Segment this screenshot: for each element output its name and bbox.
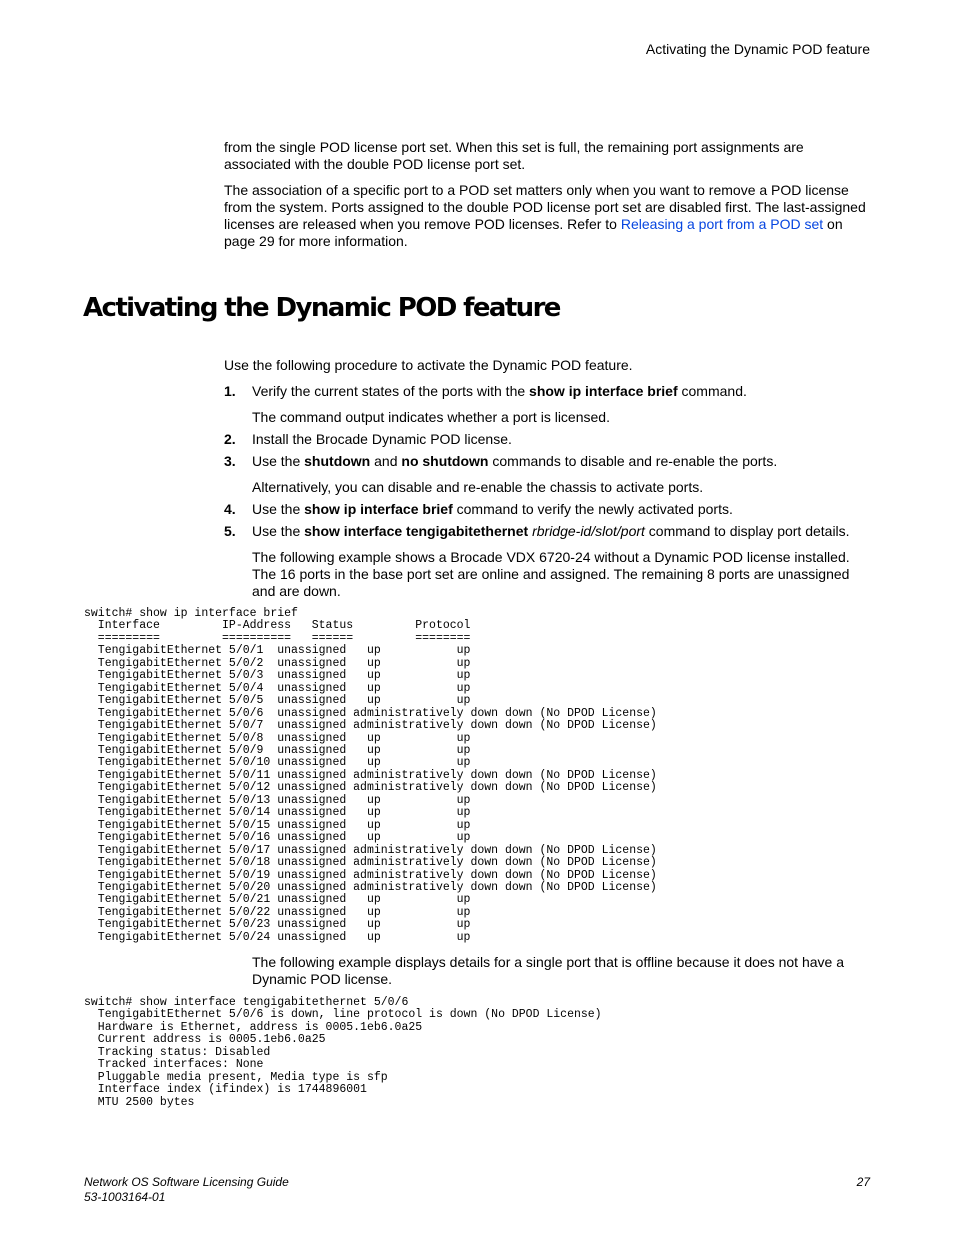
step-text-part: command to display port details. — [644, 523, 850, 539]
code1-line: TengigabitEthernet 5/0/14 unassigned up up — [97, 806, 471, 820]
code-example-interface-details — [84, 997, 602, 1109]
step-text-part: command. — [677, 383, 747, 399]
command-name: show interface tengigabitethernet — [304, 523, 529, 539]
step-body — [252, 523, 874, 600]
step-note: The command output indicates whether a port is licensed. — [252, 409, 610, 425]
step-5 — [224, 523, 874, 600]
code1-line: ========= ========== ====== ======== — [97, 631, 471, 645]
step-text-part: Verify the current states of the ports with the — [252, 383, 530, 399]
code2-line: MTU 2500 bytes — [84, 1095, 195, 1109]
code-example-ip-interface-brief — [84, 608, 657, 944]
code1-line: TengigabitEthernet 5/0/10 unassigned up up — [97, 756, 471, 770]
step-body — [252, 501, 874, 518]
step-number: 5. — [224, 523, 236, 539]
code2-line: Interface index (ifindex) is 1744896001 — [97, 1083, 367, 1097]
step-body — [252, 453, 874, 496]
step-text — [252, 523, 874, 540]
step-number: 2. — [224, 431, 236, 447]
code1-line: switch# show ip interface brief — [84, 607, 298, 620]
step-text — [252, 501, 874, 518]
step-1 — [224, 383, 874, 426]
code1-line: TengigabitEthernet 5/0/23 unassigned up up — [97, 918, 471, 932]
step-text-part: command to verify the newly activated ports. — [452, 501, 733, 517]
code1-line: TengigabitEthernet 5/0/8 unassigned up up — [97, 731, 471, 745]
section-title: Activating the Dynamic POD feature — [83, 293, 560, 323]
code2-line: Tracked interfaces: None — [97, 1058, 264, 1072]
code1-line: TengigabitEthernet 5/0/16 unassigned up up — [97, 831, 471, 845]
code1-line: TengigabitEthernet 5/0/1 unassigned up up — [97, 644, 471, 658]
step-text-part: Use the — [252, 501, 305, 517]
code1-line: TengigabitEthernet 5/0/24 unassigned up up — [84, 930, 471, 944]
page-number: 27 — [856, 1175, 870, 1189]
code1-line: TengigabitEthernet 5/0/9 unassigned up up — [97, 743, 471, 757]
intro-section — [224, 139, 874, 259]
step-text: Install the Brocade Dynamic POD license. — [252, 431, 512, 447]
command-name: show ip interface brief — [529, 383, 678, 399]
intro-paragraph-2 — [224, 182, 874, 250]
step-note: Alternatively, you can disable and re-enable the chassis to activate ports. — [252, 479, 704, 495]
code1-line: TengigabitEthernet 5/0/2 unassigned up up — [97, 656, 471, 670]
step-4 — [224, 501, 874, 518]
command-name: show ip interface brief — [304, 501, 453, 517]
code1-line: TengigabitEthernet 5/0/4 unassigned up up — [97, 681, 471, 695]
command-argument: rbridge-id/slot/port — [532, 523, 645, 539]
code2-line: switch# show interface tengigabitethernet 5/0/6 — [84, 996, 409, 1009]
code2-line: Pluggable media present, Media type is sfp — [97, 1070, 388, 1084]
step-note: The following example shows a Brocade VDX 6720-24 without a Dynamic POD license installed. The 16 ports in the base port set are online and assigned. The remaining 8 ports are unassigned and are down. — [252, 549, 850, 599]
intro-paragraph-2-text-a: The association of a specific port to a POD set matters only when you want to remove a POD license from the system. Ports assigned to the double POD license port set are disabled first. The last-assigned licenses are released when you remove POD licenses. Refer to — [224, 182, 866, 232]
code1-line: TengigabitEthernet 5/0/12 unassigned administratively down down (No DPOD License) — [97, 781, 657, 795]
code1-line: TengigabitEthernet 5/0/18 unassigned administratively down down (No DPOD License) — [97, 856, 657, 870]
code1-line: TengigabitEthernet 5/0/11 unassigned administratively down down (No DPOD License) — [97, 768, 657, 782]
intro-paragraph-1: from the single POD license port set. When this set is full, the remaining port assignments are associated with the double POD license port set. — [224, 139, 804, 172]
offline-port-note: The following example displays details for a single port that is offline because it does not have a Dynamic POD license. — [252, 954, 844, 987]
step-body — [252, 383, 874, 426]
step-text-part: commands to disable and re-enable the ports. — [488, 453, 778, 469]
code1-line: Interface IP-Address Status Protocol — [97, 619, 471, 633]
code1-line: TengigabitEthernet 5/0/7 unassigned administratively down down (No DPOD License) — [97, 719, 657, 733]
step-text-part: Use the — [252, 523, 305, 539]
guide-title: Network OS Software Licensing Guide — [84, 1175, 289, 1189]
releasing-port-link[interactable]: Releasing a port from a POD set — [620, 216, 824, 232]
step-2 — [224, 431, 874, 448]
code2-line: TengigabitEthernet 5/0/6 is down, line protocol is down (No DPOD License) — [97, 1008, 602, 1022]
code1-line: TengigabitEthernet 5/0/21 unassigned up up — [97, 893, 471, 907]
step-number: 4. — [224, 501, 236, 517]
footer-left — [84, 1175, 289, 1205]
doc-number: 53-1003164-01 — [84, 1190, 166, 1204]
code1-line: TengigabitEthernet 5/0/15 unassigned up up — [97, 818, 471, 832]
code2-line: Tracking status: Disabled — [97, 1045, 271, 1059]
code1-line: TengigabitEthernet 5/0/20 unassigned administratively down down (No DPOD License) — [97, 880, 657, 894]
procedure-lead: Use the following procedure to activate the Dynamic POD feature. — [224, 357, 633, 373]
procedure — [224, 357, 874, 605]
step-text-part: Use the — [252, 453, 305, 469]
step-number: 1. — [224, 383, 236, 399]
step-body — [252, 431, 874, 448]
step-number: 3. — [224, 453, 236, 469]
code1-line: TengigabitEthernet 5/0/5 unassigned up up — [97, 694, 471, 708]
step-3 — [224, 453, 874, 496]
code1-line: TengigabitEthernet 5/0/19 unassigned administratively down down (No DPOD License) — [97, 868, 657, 882]
step-text — [252, 383, 874, 400]
command-name: shutdown — [304, 453, 371, 469]
code1-line: TengigabitEthernet 5/0/22 unassigned up up — [97, 905, 471, 919]
command-name: no shutdown — [401, 453, 489, 469]
step-text-part: and — [370, 453, 402, 469]
code2-line: Hardware is Ethernet, address is 0005.1eb6.0a25 — [97, 1020, 423, 1034]
code1-line: TengigabitEthernet 5/0/6 unassigned administratively down down (No DPOD License) — [97, 706, 657, 720]
code1-line: TengigabitEthernet 5/0/17 unassigned administratively down down (No DPOD License) — [97, 843, 657, 857]
step-text — [252, 453, 874, 470]
code1-line: TengigabitEthernet 5/0/13 unassigned up up — [97, 793, 471, 807]
procedure-steps — [224, 383, 874, 600]
code1-line: TengigabitEthernet 5/0/3 unassigned up up — [97, 669, 471, 683]
running-header: Activating the Dynamic POD feature — [645, 41, 870, 57]
intro-paragraph-2-text-b: on page 29 for more information. — [224, 216, 843, 249]
code2-line: Current address is 0005.1eb6.0a25 — [97, 1033, 326, 1047]
